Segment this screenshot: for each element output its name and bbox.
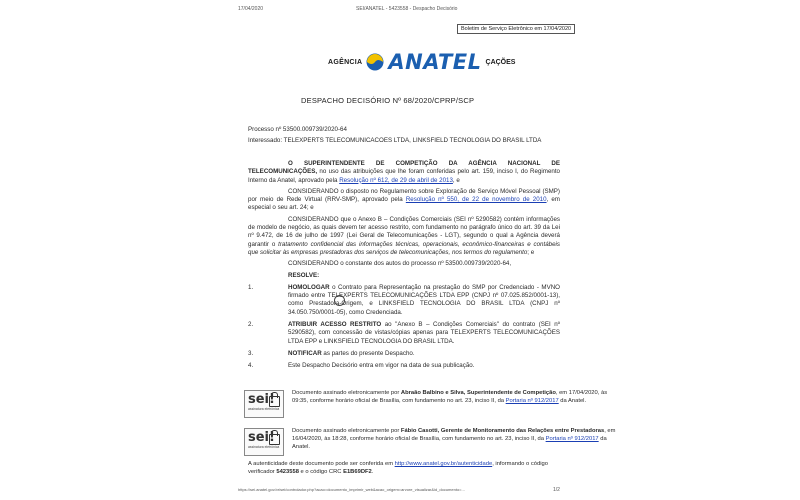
verify-text-b: , informando o código verificador xyxy=(248,461,548,475)
resolve-items xyxy=(248,284,560,371)
processo-number: Processo nº 53500.009739/2020-64 xyxy=(248,126,347,133)
considerando-1: CONSIDERANDO o disposto no Regulamento sobre Exploração de Serviço Móvel Pessoal (SMP) por meio de Rede Virtual (RRV-SMP), aprovado pela xyxy=(248,187,560,204)
anatel-logo xyxy=(328,50,515,74)
resolve-item-text xyxy=(288,284,560,317)
resolve-heading: RESOLVE: xyxy=(288,271,320,279)
resolve-item-body: Este Despacho Decisório entra em vigor na data de sua publicação. xyxy=(288,362,475,370)
print-date: 17/04/2020 xyxy=(238,6,264,12)
signature-blocks xyxy=(244,390,622,456)
verify-crc: E1B69DF2 xyxy=(343,468,372,475)
resolve-item xyxy=(248,350,560,358)
intro-heading: O SUPERINTENDENTE DE COMPETIÇÃO DA AGÊNCIA NACIONAL DE TELECOMUNICAÇÕES, xyxy=(248,160,560,176)
considerando-2-quote: tratamento confidencial das informações técnicas, operacionais, econômico-financeiras e contábeis que solicitar às empresas prestadoras dos serviços de telecomunicações, nos termos do regulamento xyxy=(248,240,560,256)
signature-block xyxy=(244,390,622,418)
resolve-item xyxy=(248,362,560,370)
sei-seal-word: sei! xyxy=(248,430,275,445)
resolve-item-text xyxy=(288,321,560,346)
logo-cacoes-text: ÇAÇÕES xyxy=(485,58,516,66)
considerando-1-end: , em especial o seu art. 24; e xyxy=(248,196,560,212)
verify-text-a: A autenticidade deste documento pode ser conferida em xyxy=(248,461,395,467)
resolve-item-body: ao "Anexo B – Condições Comerciais" do contrato (SEI nº 5290582), com concessão de vistas/cópias apenas para TELEXPERTS TELECOMUNICAÇÕES LTDA EPP e LINKSFIELD TECNOLOGIA DO BRASIL LTDA. xyxy=(288,321,560,345)
resolve-item-text xyxy=(288,362,474,370)
document-body xyxy=(248,160,560,371)
signature-details: , em 17/04/2020, às 09:35, conforme horário oficial de Brasília, com fundamento no art. 23, inciso II, da xyxy=(292,390,608,404)
considerando-3: CONSIDERANDO o constante dos autos do processo nº 53500.009739/2020-64, xyxy=(288,260,512,268)
print-page-number: 1/2 xyxy=(553,487,560,493)
resolve-item-body: as partes do presente Despacho. xyxy=(321,349,415,357)
verify-text-c: e o código CRC xyxy=(298,468,344,475)
verify-code: 5423558 xyxy=(276,468,299,475)
signature-prefix: Documento assinado eletronicamente por xyxy=(292,390,401,396)
lock-icon xyxy=(269,396,280,407)
resolve-item xyxy=(248,284,560,317)
sei-seal-subtitle: assinatura eletrônica xyxy=(248,445,280,449)
resolve-item xyxy=(248,321,560,346)
print-url: https://sei.anatel.gov.br/sei/controlador.php?acao=documento_imprimir_web&acao_origem=arvore_visualizar&id_documento=... xyxy=(238,487,465,492)
autenticidade-link[interactable]: http://www.anatel.gov.br/autenticidade xyxy=(394,461,493,467)
signer-name: Fábio Casotti, Gerente de Monitoramento das Relações entre Prestadoras xyxy=(400,428,605,434)
signer-name: Abraão Balbino e Silva, Superintendente de Competição xyxy=(400,390,556,396)
sei-seal-icon xyxy=(244,428,284,456)
print-title: SEI/ANATEL - 5423558 - Despacho Decisório xyxy=(356,6,458,12)
resolucao-612-link[interactable]: Resolução nº 612, de 29 de abril de 2013 xyxy=(339,176,453,184)
resolve-item-number: 3. xyxy=(248,349,254,357)
lock-icon xyxy=(269,434,280,445)
resolve-item-body: o Contrato para Representação na prestação do SMP por Credenciado - MVNO firmado entre TELEXPERTS TELECOMUNICAÇÕES LTDA EPP (CNPJ nº 07.025.852/0001-13), como Prestadora-Origem, e LINKSFIELD TECNOLOGIA DO BRASIL LTDA (CNPJ nº 34.050.750/0001-05), como Credenciada. xyxy=(288,283,560,316)
document-title: DESPACHO DECISÓRIO Nº 68/2020/CPRP/SCP xyxy=(301,96,475,105)
resolve-item-number: 2. xyxy=(248,321,254,329)
logo-agencia-text: AGÊNCIA xyxy=(328,58,363,66)
signature-text xyxy=(292,428,622,451)
signature-block xyxy=(244,428,622,456)
boletim-notice: Boletim de Serviço Eletrônico em 17/04/2020 xyxy=(457,24,575,34)
portaria-link[interactable]: Portaria nº 912/2017 xyxy=(505,397,559,404)
intro-end: , e xyxy=(452,176,460,184)
sei-seal-word: sei! xyxy=(248,392,275,407)
sei-seal-icon xyxy=(244,390,284,418)
anatel-globe-icon xyxy=(366,53,384,71)
signature-suffix: da Anatel. xyxy=(292,435,607,450)
considerando-2: CONSIDERANDO que o Anexo B – Condições Comerciais (SEI nº 5290582) contém informações de modelo de negócio, as quais devem ter acesso restrito, com fundamento no parágrafo único do art. 39 da Lei nº 9.472, de 16 de julho de 1997 (Lei Geral de Telecomunicações - LGT), segundo o qual a Agência deverá garantir o xyxy=(248,215,560,248)
considerando-2-end: ; e xyxy=(527,248,535,256)
resolucao-550-link[interactable]: Resolução nº 550, de 22 de novembro de 2010 xyxy=(405,196,547,204)
portaria-link[interactable]: Portaria nº 912/2017 xyxy=(545,435,599,442)
resolve-item-text xyxy=(288,350,415,358)
resolve-item-verb: NOTIFICAR xyxy=(288,349,322,357)
mouse-cursor-ring xyxy=(334,295,345,306)
signature-prefix: Documento assinado eletronicamente por xyxy=(292,428,401,434)
intro-text: no uso das atribuições que lhe foram conferidas pelo art. 159, inciso I, do Regimento Interno da Anatel, aprovado pela xyxy=(248,168,560,184)
signature-suffix: da Anatel. xyxy=(558,397,587,404)
resolve-item-verb: HOMOLOGAR xyxy=(288,283,330,291)
resolve-item-number: 4. xyxy=(248,362,254,370)
logo-anatel-text: ANATEL xyxy=(388,50,482,74)
sei-seal-subtitle: assinatura eletrônica xyxy=(248,407,280,411)
resolve-item-verb: ATRIBUIR ACESSO RESTRITO xyxy=(288,321,382,329)
authenticity-note xyxy=(248,461,558,477)
verify-text-d: . xyxy=(371,468,374,475)
signature-text xyxy=(292,390,622,406)
interessado: Interessado: TELEXPERTS TELECOMUNICACOES LTDA, LINKSFIELD TECNOLOGIA DO BRASIL LTDA xyxy=(248,137,542,145)
resolve-item-number: 1. xyxy=(248,283,254,291)
signature-details: , em 16/04/2020, às 18:28, conforme horário oficial de Brasília, com fundamento no art. 23, inciso II, da xyxy=(292,428,616,442)
